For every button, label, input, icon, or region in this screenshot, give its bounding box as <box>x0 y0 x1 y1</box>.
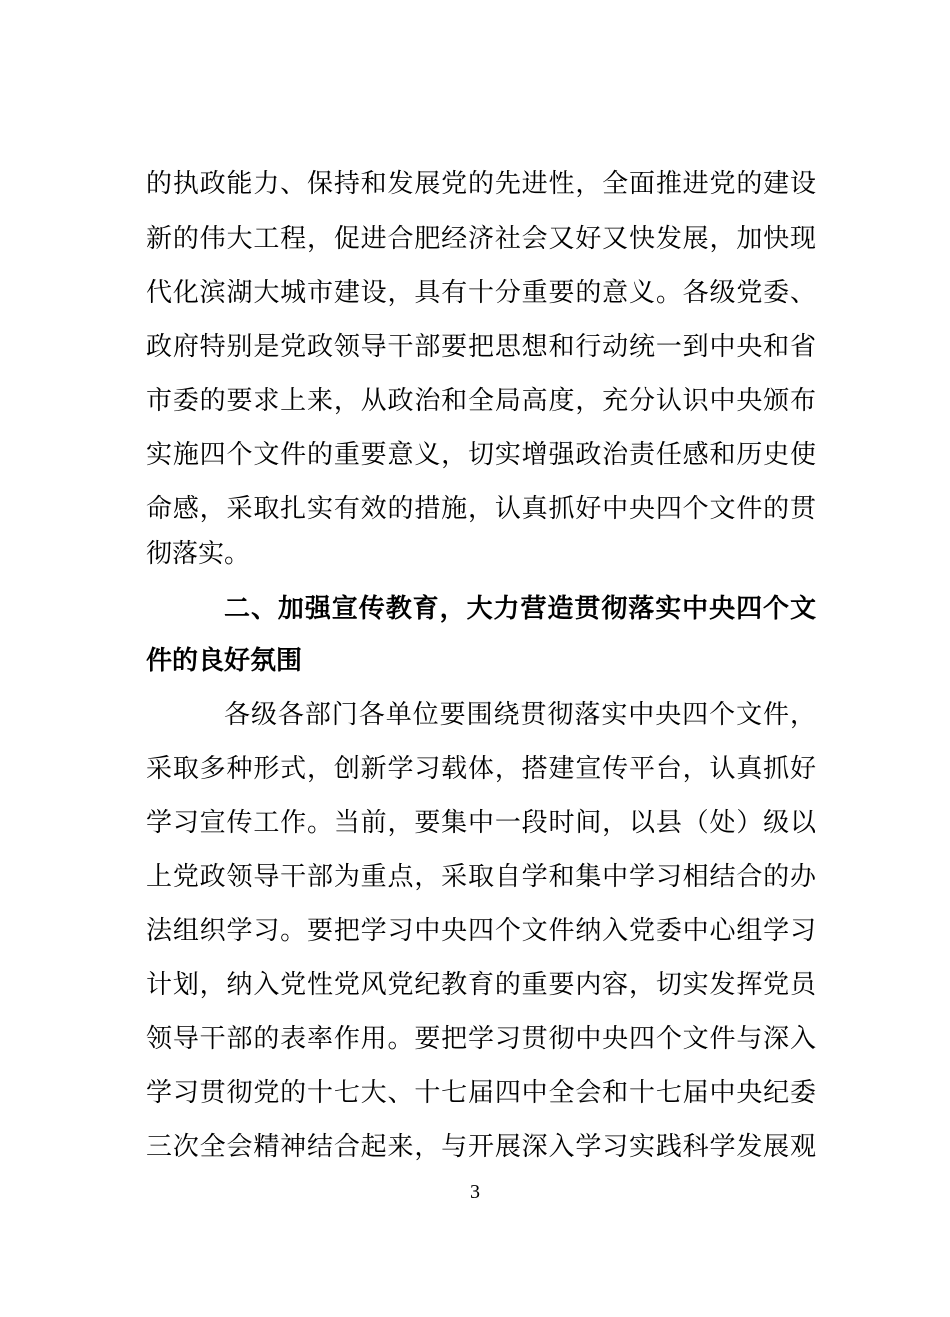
heading-line: 件的良好氛围 <box>146 646 303 676</box>
text-line: 采取多种形式，创新学习载体，搭建宣传平台，认真抓好 <box>146 754 816 784</box>
heading-line: 二、加强宣传教育，大力营造贯彻落实中央四个文 <box>224 594 816 624</box>
text-line: 市委的要求上来，从政治和全局高度，充分认识中央颁布 <box>146 386 816 416</box>
text-line: 实施四个文件的重要意义，切实增强政治责任感和历史使 <box>146 440 816 470</box>
text-line: 学习宣传工作。当前，要集中一段时间，以县（处）级以 <box>146 808 816 838</box>
text-line: 的执政能力、保持和发展党的先进性，全面推进党的建设 <box>146 169 816 199</box>
page-number: 3 <box>470 1181 480 1203</box>
text-line: 代化滨湖大城市建设，具有十分重要的意义。各级党委、 <box>146 278 816 308</box>
text-line: 上党政领导干部为重点，采取自学和集中学习相结合的办 <box>146 862 816 892</box>
text-line: 新的伟大工程，促进合肥经济社会又好又快发展，加快现 <box>146 224 816 254</box>
text-line: 计划，纳入党性党风党纪教育的重要内容，切实发挥党员 <box>146 970 816 1000</box>
text-line: 三次全会精神结合起来，与开展深入学习实践科学发展观 <box>146 1132 816 1162</box>
text-line: 命感，采取扎实有效的措施，认真抓好中央四个文件的贯 <box>146 494 816 524</box>
text-line: 法组织学习。要把学习中央四个文件纳入党委中心组学习 <box>146 916 816 946</box>
text-line: 各级各部门各单位要围绕贯彻落实中央四个文件， <box>224 700 816 730</box>
text-line: 领导干部的表率作用。要把学习贯彻中央四个文件与深入 <box>146 1024 816 1054</box>
text-line: 学习贯彻党的十七大、十七届四中全会和十七届中央纪委 <box>146 1078 816 1108</box>
text-line: 彻落实。 <box>146 539 251 569</box>
text-line: 政府特别是党政领导干部要把思想和行动统一到中央和省 <box>146 332 816 362</box>
